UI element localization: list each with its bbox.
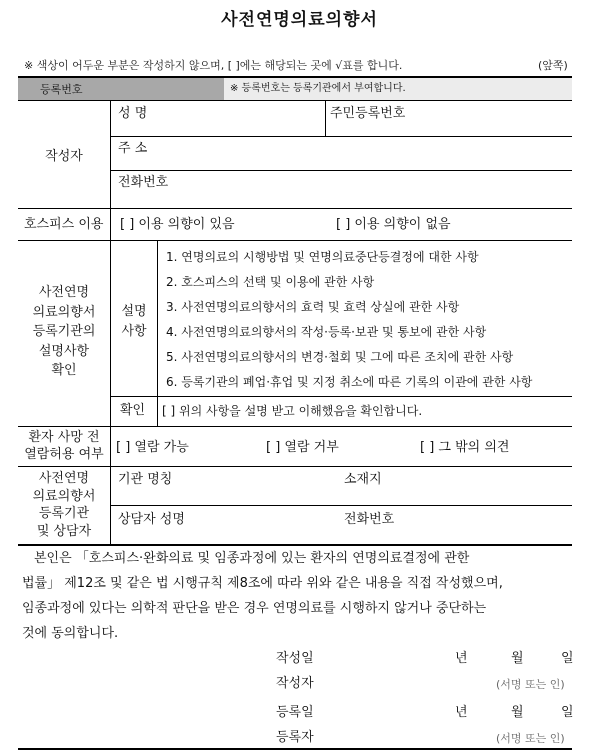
- explanation-item: 1. 연명의료의 시행방법 및 연명의료중단등결정에 대한 사항: [166, 250, 479, 264]
- reg-no-note: ※ 등록번호는 등록기관에서 부여합니다.: [230, 83, 406, 94]
- confirm-checkbox[interactable]: [ ] 위의 사항을 설명 받고 이해했음을 확인합니다.: [162, 404, 423, 418]
- registrar-label: 등록자: [276, 730, 314, 745]
- confirm-label: 확인: [120, 403, 146, 418]
- author-name-field: 성 명: [118, 106, 148, 121]
- viewing-label: 환자 사망 전 열람허용 여부: [24, 430, 104, 462]
- hospice-label: 호스피스 이용: [24, 217, 104, 232]
- rule: [18, 100, 572, 101]
- rule: [110, 136, 572, 137]
- explanation-item: 3. 사전연명의료의향서의 효력 및 효력 상실에 관한 사항: [166, 300, 460, 314]
- reg-no-label: 등록번호: [40, 83, 83, 96]
- col-divider: [325, 100, 326, 136]
- author-phone-field: 전화번호: [118, 175, 169, 190]
- month-label: 월: [511, 705, 524, 720]
- month-label: 월: [511, 651, 524, 666]
- author-label: 작성자: [45, 149, 83, 164]
- institution-location-field: 소재지: [344, 472, 382, 487]
- reg-date-label: 등록일: [276, 705, 314, 720]
- col-divider: [110, 240, 111, 426]
- counselor-name-field: 상담자 성명: [118, 512, 185, 527]
- instruction-note: ※ 색상이 어두운 부분은 작성하지 않으며, [ ]에는 해당되는 곳에 √표를 합니다.: [24, 59, 403, 72]
- col-divider: [110, 100, 111, 208]
- viewing-allow-checkbox[interactable]: [ ] 열람 가능: [116, 440, 189, 455]
- col-divider: [157, 240, 158, 396]
- explanation-item: 4. 사전연명의료의향서의 작성·등록·보관 및 통보에 관한 사항: [166, 325, 487, 339]
- viewing-deny-checkbox[interactable]: [ ] 열람 거부: [266, 440, 339, 455]
- author-address-field: 주 소: [118, 141, 148, 156]
- page-title: 사전연명의료의향서: [221, 10, 378, 30]
- writer-label: 작성자: [276, 676, 314, 691]
- col-divider: [110, 208, 111, 240]
- counselor-phone-field: 전화번호: [344, 512, 395, 527]
- writer-sign-slot: (서명 또는 인): [496, 678, 565, 691]
- declaration-line: 임종과정에 있다는 의학적 판단을 받은 경우 연명의료를 시행하지 않거나 중단하는: [22, 601, 487, 616]
- explanation-sub-label: 설명 사항: [121, 304, 147, 339]
- explanation-item: 6. 등록기관의 폐업·휴업 및 지정 취소에 따른 기록의 이관에 관한 사항: [166, 375, 533, 389]
- col-divider: [110, 426, 111, 466]
- day-label: 일: [561, 705, 574, 720]
- viewing-other-checkbox[interactable]: [ ] 그 밖의 의견: [420, 440, 510, 455]
- institution-label: 사전연명 의료의향서 등록기관 및 상담자: [32, 471, 96, 539]
- bottom-rule: [18, 748, 572, 750]
- col-divider: [157, 396, 158, 426]
- author-resident-no-field: 주민등록번호: [330, 106, 406, 121]
- written-date-label: 작성일: [276, 651, 314, 666]
- rule: [18, 544, 572, 546]
- declaration-line: 본인은 「호스피스·완화의료 및 임종과정에 있는 환자의 연명의료결정에 관한: [34, 551, 470, 566]
- rule: [18, 240, 572, 241]
- hospice-yes-checkbox[interactable]: [ ] 이용 의향이 있음: [120, 217, 235, 232]
- explanation-label: 사전연명 의료의향서 등록기관의 설명사항 확인: [32, 285, 96, 378]
- day-label: 일: [561, 651, 574, 666]
- rule: [18, 426, 572, 427]
- year-label: 년: [455, 705, 468, 720]
- rule: [110, 396, 572, 397]
- page-side-label: (앞쪽): [538, 59, 568, 72]
- hospice-no-checkbox[interactable]: [ ] 이용 의향이 없음: [336, 217, 451, 232]
- declaration-line: 것에 동의합니다.: [22, 626, 119, 641]
- registrar-sign-slot: (서명 또는 인): [496, 732, 565, 745]
- rule: [110, 505, 572, 506]
- rule: [18, 466, 572, 467]
- explanation-item: 5. 사전연명의료의향서의 변경·철회 및 그에 따른 조치에 관한 사항: [166, 350, 514, 364]
- explanation-item: 2. 호스피스의 선택 및 이용에 관한 사항: [166, 275, 375, 289]
- rule: [18, 208, 572, 209]
- rule: [110, 170, 572, 171]
- declaration-line: 법률」 제12조 및 같은 법 시행규칙 제8조에 따라 위와 같은 내용을 직접 작성했으며,: [22, 576, 503, 591]
- institution-name-field: 기관 명칭: [118, 472, 173, 487]
- year-label: 년: [455, 651, 468, 666]
